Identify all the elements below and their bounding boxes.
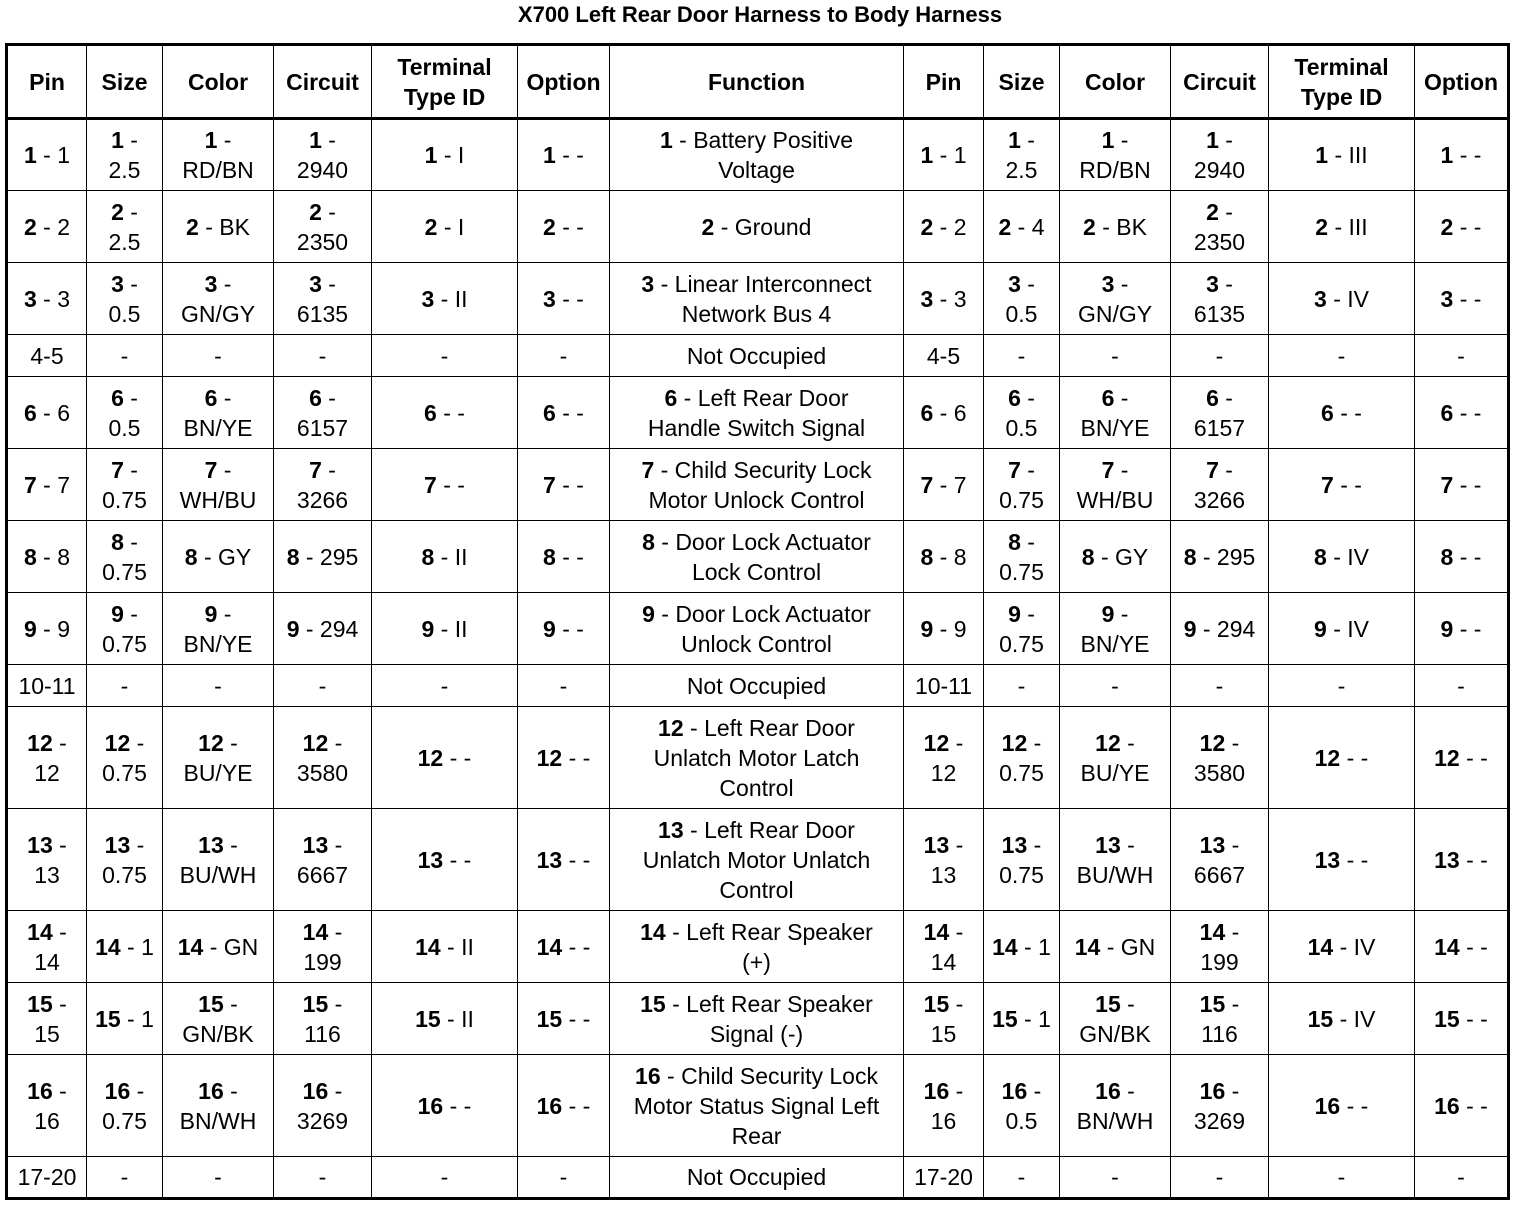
cell-option: 13 - - [518, 809, 610, 911]
cell-color: 3 - GN/GY [163, 263, 274, 335]
cell-terminal-type-id: - [1269, 665, 1415, 707]
cell-circuit: 7 - 3266 [274, 449, 372, 521]
cell-color: 13 - BU/WH [163, 809, 274, 911]
cell-option: 1 - - [1415, 119, 1509, 191]
cell-terminal-type-id: - [1269, 335, 1415, 377]
cell-terminal-type-id: 2 - III [1269, 191, 1415, 263]
cell-terminal-type-id: - [372, 1157, 518, 1199]
cell-terminal-type-id: 16 - - [372, 1055, 518, 1157]
cell-pin: 1 - 1 [7, 119, 87, 191]
cell-pin: 8 - 8 [7, 521, 87, 593]
table-row [7, 1055, 1509, 1157]
cell-terminal-type-id: 7 - - [372, 449, 518, 521]
cell-function: 13 - Left Rear Door Unlatch Motor Unlatch Control [610, 809, 904, 911]
header-row [7, 45, 1509, 119]
cell-color: - [1060, 1157, 1171, 1199]
cell-terminal-type-id: - [372, 335, 518, 377]
cell-terminal-type-id: 15 - II [372, 983, 518, 1055]
cell-function: Not Occupied [610, 1157, 904, 1199]
cell-option: 7 - - [1415, 449, 1509, 521]
cell-pin: 6 - 6 [7, 377, 87, 449]
cell-option: 7 - - [518, 449, 610, 521]
cell-circuit: - [274, 335, 372, 377]
cell-size: - [87, 335, 163, 377]
cell-pin: 6 - 6 [904, 377, 984, 449]
cell-color: 13 - BU/WH [1060, 809, 1171, 911]
cell-option: 9 - - [1415, 593, 1509, 665]
cell-size: 15 - 1 [984, 983, 1060, 1055]
cell-circuit: 2 - 2350 [1171, 191, 1269, 263]
cell-pin: 15 - 15 [904, 983, 984, 1055]
table-row [7, 665, 1509, 707]
cell-option: 15 - - [518, 983, 610, 1055]
cell-pin: 7 - 7 [7, 449, 87, 521]
cell-option: - [518, 665, 610, 707]
cell-function: 14 - Left Rear Speaker (+) [610, 911, 904, 983]
cell-circuit: 12 - 3580 [1171, 707, 1269, 809]
cell-circuit: 13 - 6667 [274, 809, 372, 911]
cell-pin: 2 - 2 [7, 191, 87, 263]
cell-color: 7 - WH/BU [1060, 449, 1171, 521]
cell-size: 14 - 1 [87, 911, 163, 983]
cell-color: 2 - BK [1060, 191, 1171, 263]
cell-terminal-type-id: - [1269, 1157, 1415, 1199]
cell-size: 12 - 0.75 [984, 707, 1060, 809]
table-body [7, 119, 1509, 1199]
cell-color: 7 - WH/BU [163, 449, 274, 521]
cell-circuit: 3 - 6135 [274, 263, 372, 335]
cell-option: - [1415, 335, 1509, 377]
column-header-option: Option [1415, 45, 1509, 119]
cell-color: 14 - GN [163, 911, 274, 983]
cell-option: - [518, 1157, 610, 1199]
cell-option: 15 - - [1415, 983, 1509, 1055]
page-title: X700 Left Rear Door Harness to Body Harness [517, 2, 1003, 27]
cell-terminal-type-id: 8 - II [372, 521, 518, 593]
column-header-color: Color [1060, 45, 1171, 119]
cell-size: 7 - 0.75 [984, 449, 1060, 521]
cell-size: 14 - 1 [984, 911, 1060, 983]
cell-terminal-type-id: 12 - - [372, 707, 518, 809]
harness-pinout-table [5, 43, 1510, 1200]
cell-terminal-type-id: 13 - - [1269, 809, 1415, 911]
cell-pin: 17-20 [904, 1157, 984, 1199]
cell-circuit: 8 - 295 [1171, 521, 1269, 593]
cell-option: 2 - - [518, 191, 610, 263]
cell-pin: 9 - 9 [7, 593, 87, 665]
column-header-terminal-type-id: Terminal Type ID [1269, 45, 1415, 119]
table-row [7, 191, 1509, 263]
cell-color: 15 - GN/BK [1060, 983, 1171, 1055]
cell-circuit: 16 - 3269 [1171, 1055, 1269, 1157]
column-header-pin: Pin [7, 45, 87, 119]
cell-pin: 4-5 [7, 335, 87, 377]
cell-function: 7 - Child Security Lock Motor Unlock Control [610, 449, 904, 521]
cell-color: 16 - BN/WH [163, 1055, 274, 1157]
cell-option: 8 - - [518, 521, 610, 593]
table-row [7, 983, 1509, 1055]
cell-function: 9 - Door Lock Actuator Unlock Control [610, 593, 904, 665]
cell-circuit: - [1171, 335, 1269, 377]
column-header-function: Function [610, 45, 904, 119]
cell-option: - [518, 335, 610, 377]
cell-pin: 14 - 14 [904, 911, 984, 983]
cell-color: 8 - GY [163, 521, 274, 593]
cell-size: 8 - 0.75 [984, 521, 1060, 593]
cell-function: 2 - Ground [610, 191, 904, 263]
cell-color: 6 - BN/YE [1060, 377, 1171, 449]
cell-size: - [984, 665, 1060, 707]
table-row [7, 263, 1509, 335]
cell-color: 2 - BK [163, 191, 274, 263]
cell-size: 13 - 0.75 [984, 809, 1060, 911]
cell-terminal-type-id: 14 - II [372, 911, 518, 983]
table-row [7, 707, 1509, 809]
cell-size: 6 - 0.5 [984, 377, 1060, 449]
cell-terminal-type-id: 9 - II [372, 593, 518, 665]
cell-size: - [87, 1157, 163, 1199]
cell-size: 12 - 0.75 [87, 707, 163, 809]
column-header-color: Color [163, 45, 274, 119]
cell-color: 3 - GN/GY [1060, 263, 1171, 335]
column-header-circuit: Circuit [1171, 45, 1269, 119]
cell-pin: 3 - 3 [7, 263, 87, 335]
cell-terminal-type-id: 6 - - [372, 377, 518, 449]
cell-circuit: - [274, 665, 372, 707]
table-row [7, 911, 1509, 983]
cell-terminal-type-id: 2 - I [372, 191, 518, 263]
cell-size: 1 - 2.5 [984, 119, 1060, 191]
cell-option: - [1415, 665, 1509, 707]
cell-function: 12 - Left Rear Door Unlatch Motor Latch Control [610, 707, 904, 809]
cell-color: 8 - GY [1060, 521, 1171, 593]
cell-pin: 10-11 [7, 665, 87, 707]
cell-pin: 14 - 14 [7, 911, 87, 983]
table-row [7, 1157, 1509, 1199]
cell-circuit: 13 - 6667 [1171, 809, 1269, 911]
cell-option: 12 - - [518, 707, 610, 809]
cell-pin: 1 - 1 [904, 119, 984, 191]
cell-function: Not Occupied [610, 665, 904, 707]
cell-terminal-type-id: 6 - - [1269, 377, 1415, 449]
cell-pin: 16 - 16 [7, 1055, 87, 1157]
cell-circuit: 9 - 294 [274, 593, 372, 665]
table-row [7, 119, 1509, 191]
cell-function: 6 - Left Rear Door Handle Switch Signal [610, 377, 904, 449]
cell-option: - [1415, 1157, 1509, 1199]
cell-size: 1 - 2.5 [87, 119, 163, 191]
cell-pin: 13 - 13 [904, 809, 984, 911]
cell-pin: 15 - 15 [7, 983, 87, 1055]
cell-terminal-type-id: 9 - IV [1269, 593, 1415, 665]
cell-circuit: 6 - 6157 [1171, 377, 1269, 449]
cell-size: 9 - 0.75 [87, 593, 163, 665]
column-header-circuit: Circuit [274, 45, 372, 119]
cell-circuit: 1 - 2940 [1171, 119, 1269, 191]
cell-circuit: - [274, 1157, 372, 1199]
cell-size: 16 - 0.75 [87, 1055, 163, 1157]
cell-pin: 8 - 8 [904, 521, 984, 593]
table-row [7, 377, 1509, 449]
cell-circuit: 1 - 2940 [274, 119, 372, 191]
cell-size: - [87, 665, 163, 707]
cell-pin: 7 - 7 [904, 449, 984, 521]
cell-option: 14 - - [518, 911, 610, 983]
cell-pin: 16 - 16 [904, 1055, 984, 1157]
cell-circuit: 7 - 3266 [1171, 449, 1269, 521]
cell-option: 9 - - [518, 593, 610, 665]
cell-pin: 12 - 12 [7, 707, 87, 809]
column-header-option: Option [518, 45, 610, 119]
cell-circuit: 3 - 6135 [1171, 263, 1269, 335]
table-row [7, 809, 1509, 911]
cell-circuit: - [1171, 1157, 1269, 1199]
cell-terminal-type-id: 7 - - [1269, 449, 1415, 521]
cell-circuit: - [1171, 665, 1269, 707]
cell-option: 6 - - [1415, 377, 1509, 449]
cell-option: 2 - - [1415, 191, 1509, 263]
cell-option: 14 - - [1415, 911, 1509, 983]
cell-terminal-type-id: 12 - - [1269, 707, 1415, 809]
cell-terminal-type-id: 8 - IV [1269, 521, 1415, 593]
column-header-size: Size [984, 45, 1060, 119]
cell-circuit: 9 - 294 [1171, 593, 1269, 665]
cell-color: 9 - BN/YE [163, 593, 274, 665]
cell-option: 12 - - [1415, 707, 1509, 809]
cell-pin: 4-5 [904, 335, 984, 377]
cell-pin: 12 - 12 [904, 707, 984, 809]
cell-color: - [163, 665, 274, 707]
cell-size: 2 - 2.5 [87, 191, 163, 263]
cell-size: 6 - 0.5 [87, 377, 163, 449]
cell-color: 15 - GN/BK [163, 983, 274, 1055]
cell-function: 16 - Child Security Lock Motor Status Signal Left Rear [610, 1055, 904, 1157]
column-header-terminal-type-id: Terminal Type ID [372, 45, 518, 119]
cell-circuit: 16 - 3269 [274, 1055, 372, 1157]
cell-size: 13 - 0.75 [87, 809, 163, 911]
cell-size: - [984, 335, 1060, 377]
cell-size: 7 - 0.75 [87, 449, 163, 521]
cell-circuit: 15 - 116 [274, 983, 372, 1055]
cell-color: 9 - BN/YE [1060, 593, 1171, 665]
table-row [7, 335, 1509, 377]
cell-option: 6 - - [518, 377, 610, 449]
cell-terminal-type-id: 15 - IV [1269, 983, 1415, 1055]
cell-size: 16 - 0.5 [984, 1055, 1060, 1157]
cell-size: 15 - 1 [87, 983, 163, 1055]
cell-size: 8 - 0.75 [87, 521, 163, 593]
cell-terminal-type-id: 1 - III [1269, 119, 1415, 191]
cell-circuit: 12 - 3580 [274, 707, 372, 809]
cell-size: 3 - 0.5 [87, 263, 163, 335]
cell-size: - [984, 1157, 1060, 1199]
cell-circuit: 15 - 116 [1171, 983, 1269, 1055]
cell-color: 14 - GN [1060, 911, 1171, 983]
cell-function: 3 - Linear Interconnect Network Bus 4 [610, 263, 904, 335]
cell-pin: 9 - 9 [904, 593, 984, 665]
cell-option: 1 - - [518, 119, 610, 191]
cell-function: 8 - Door Lock Actuator Lock Control [610, 521, 904, 593]
cell-circuit: 2 - 2350 [274, 191, 372, 263]
cell-option: 13 - - [1415, 809, 1509, 911]
cell-pin: 13 - 13 [7, 809, 87, 911]
table-row [7, 521, 1509, 593]
cell-terminal-type-id: 16 - - [1269, 1055, 1415, 1157]
cell-color: 16 - BN/WH [1060, 1055, 1171, 1157]
cell-circuit: 14 - 199 [274, 911, 372, 983]
cell-pin: 3 - 3 [904, 263, 984, 335]
cell-color: 1 - RD/BN [1060, 119, 1171, 191]
cell-terminal-type-id: 3 - IV [1269, 263, 1415, 335]
cell-option: 3 - - [1415, 263, 1509, 335]
cell-pin: 17-20 [7, 1157, 87, 1199]
cell-color: - [163, 335, 274, 377]
cell-color: 1 - RD/BN [163, 119, 274, 191]
cell-terminal-type-id: 14 - IV [1269, 911, 1415, 983]
cell-terminal-type-id: - [372, 665, 518, 707]
cell-option: 3 - - [518, 263, 610, 335]
cell-function: 1 - Battery Positive Voltage [610, 119, 904, 191]
cell-function: Not Occupied [610, 335, 904, 377]
cell-color: - [1060, 335, 1171, 377]
cell-option: 16 - - [518, 1055, 610, 1157]
cell-color: - [163, 1157, 274, 1199]
cell-size: 2 - 4 [984, 191, 1060, 263]
cell-option: 8 - - [1415, 521, 1509, 593]
cell-size: 9 - 0.75 [984, 593, 1060, 665]
cell-circuit: 14 - 199 [1171, 911, 1269, 983]
column-header-pin: Pin [904, 45, 984, 119]
cell-terminal-type-id: 13 - - [372, 809, 518, 911]
cell-terminal-type-id: 1 - I [372, 119, 518, 191]
table-row [7, 593, 1509, 665]
cell-circuit: 8 - 295 [274, 521, 372, 593]
cell-terminal-type-id: 3 - II [372, 263, 518, 335]
cell-color: - [1060, 665, 1171, 707]
cell-pin: 10-11 [904, 665, 984, 707]
cell-option: 16 - - [1415, 1055, 1509, 1157]
cell-color: 6 - BN/YE [163, 377, 274, 449]
cell-pin: 2 - 2 [904, 191, 984, 263]
cell-size: 3 - 0.5 [984, 263, 1060, 335]
column-header-size: Size [87, 45, 163, 119]
table-row [7, 449, 1509, 521]
cell-color: 12 - BU/YE [163, 707, 274, 809]
cell-function: 15 - Left Rear Speaker Signal (-) [610, 983, 904, 1055]
cell-color: 12 - BU/YE [1060, 707, 1171, 809]
cell-circuit: 6 - 6157 [274, 377, 372, 449]
